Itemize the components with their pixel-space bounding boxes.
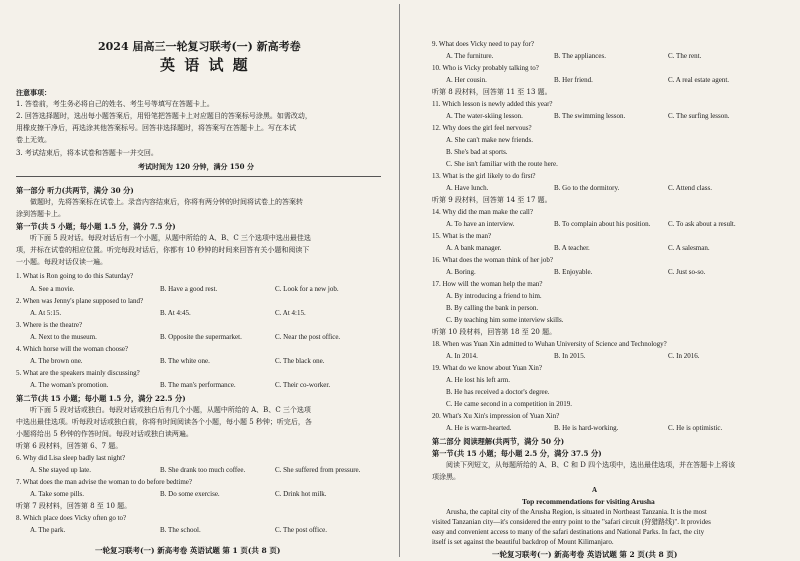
option-a[interactable]: A. She stayed up late.	[30, 466, 92, 474]
option-a[interactable]: A. Have lunch.	[446, 184, 489, 192]
section2-intro: 小题将给出 5 秒钟的作答时间。每段对话或独白读两遍。	[16, 430, 193, 438]
option-a[interactable]: A. Take some pills.	[30, 490, 85, 498]
passage-line: Arusha, the capital city of the Arusha Region, is situated in Northeast Tanzania. It is the most	[446, 508, 707, 516]
note-line: 2. 回答选择题时，选出每小题答案后，用铅笔把答题卡上对应题目的答案标号涂黑。如需改动，	[16, 112, 312, 120]
option-b[interactable]: B. Enjoyable.	[554, 268, 593, 276]
passage-line: easy and convenient access to many of the safari destinations and National Parks. In fact, the city	[432, 528, 705, 536]
question: 17. How will the woman help the man?	[432, 280, 543, 288]
option-a[interactable]: A. At 5:15.	[30, 309, 62, 317]
footer-left: 一轮复习联考(一) 新高考卷 英语试题 第 1 页(共 8 页)	[95, 546, 281, 555]
section1-intro: 听下面 5 段对话。每段对话后有一个小题，从题中所给的 A、B、C 三个选项中选出最佳选	[30, 234, 311, 242]
option-a[interactable]: A. To have an interview.	[446, 220, 515, 228]
subject-title: 英 语 试 题	[160, 56, 250, 74]
option-c[interactable]: C. Near the post office.	[275, 333, 341, 341]
option-b[interactable]: B. Have a good rest.	[160, 285, 218, 293]
question: 16. What does the woman think of her job?	[432, 256, 553, 264]
part1-intro: 涂到答题卡上。	[16, 210, 65, 218]
page-divider	[399, 4, 400, 557]
question: 8. Which place does Vicky often go to?	[16, 514, 127, 522]
option-c[interactable]: C. The post office.	[275, 526, 328, 534]
section2-intro: 听下面 5 段对话或独白。每段对话或独白后有几个小题，从题中所给的 A、B、C 三个选项	[30, 406, 311, 414]
option-b[interactable]: B. Do some exercise.	[160, 490, 220, 498]
note-line: 用橡皮擦干净后，再选涂其他答案标号。回答非选择题时，将答案写在答题卡上。写在本试	[16, 124, 296, 132]
question: 15. What is the man?	[432, 232, 492, 240]
question: 3. Where is the theatre?	[16, 321, 83, 329]
part2-section1-title: 第一节(共 15 小题；每小题 2.5 分，满分 37.5 分)	[432, 449, 602, 458]
option-c[interactable]: C. Attend class.	[668, 184, 712, 192]
option-a[interactable]: A. The brown one.	[30, 357, 83, 365]
exam-time: 考试时间为 120 分钟，满分 150 分	[138, 162, 254, 171]
question: 5. What are the speakers mainly discussing?	[16, 369, 140, 377]
option-b[interactable]: B. He has received a doctor's degree.	[446, 388, 550, 396]
option-c[interactable]: C. A salesman.	[668, 244, 710, 252]
option-c[interactable]: C. The rent.	[668, 52, 702, 60]
option-a[interactable]: A. The woman's promotion.	[30, 381, 109, 389]
option-c[interactable]: C. Just so-so.	[668, 268, 706, 276]
option-c[interactable]: C. To ask about a result.	[668, 220, 736, 228]
option-b[interactable]: B. The white one.	[160, 357, 210, 365]
part1-intro: 做题时，先将答案标在试卷上。录音内容结束后，你将有两分钟的时间将试卷上的答案转	[30, 198, 303, 206]
option-c[interactable]: C. She suffered from pressure.	[275, 466, 361, 474]
option-b[interactable]: B. In 2015.	[554, 352, 586, 360]
option-b[interactable]: B. He is hard-working.	[554, 424, 619, 432]
option-b[interactable]: B. The swimming lesson.	[554, 112, 626, 120]
option-b[interactable]: B. She drank too much coffee.	[160, 466, 246, 474]
passage-letter: A	[592, 486, 598, 494]
question: 4. Which horse will the woman choose?	[16, 345, 129, 353]
notes-heading: 注意事项：	[16, 88, 51, 97]
listen-instruction: 听第 8 段材料，回答第 11 至 13 题。	[432, 88, 552, 96]
listen-instruction: 听第 9 段材料，回答第 14 至 17 题。	[432, 196, 552, 204]
option-c[interactable]: C. A real estate agent.	[668, 76, 730, 84]
question: 11. Which lesson is newly added this year?	[432, 100, 553, 108]
option-b[interactable]: B. At 4:45.	[160, 309, 191, 317]
option-a[interactable]: A. See a movie.	[30, 285, 75, 293]
option-c[interactable]: C. By teaching him some interview skills.	[446, 316, 564, 324]
option-a[interactable]: A. In 2014.	[446, 352, 478, 360]
option-a[interactable]: A. The furniture.	[446, 52, 494, 60]
option-c[interactable]: C. At 4:15.	[275, 309, 306, 317]
option-b[interactable]: B. To complain about his position.	[554, 220, 651, 228]
section1-title: 第一节(共 5 小题；每小题 1.5 分，满分 7.5 分)	[16, 222, 176, 231]
footer-right: 一轮复习联考(一) 新高考卷 英语试题 第 2 页(共 8 页)	[492, 550, 678, 559]
exam-title: 2024 届高三一轮复习联考(一) 新高考卷	[98, 40, 301, 53]
passage-line: visited Tanzanian city—it's considered the entry point to the "safari circuit (狩猎路线)". It provides	[432, 518, 711, 526]
option-a[interactable]: A. By introducing a friend to him.	[446, 292, 542, 300]
question: 6. Why did Lisa sleep badly last night?	[16, 454, 126, 462]
option-b[interactable]: B. By calling the bank in person.	[446, 304, 539, 312]
option-b[interactable]: B. A teacher.	[554, 244, 590, 252]
note-line: 1. 答卷前，考生务必将自己的姓名、考生号等填写在答题卡上。	[16, 100, 214, 108]
listen-instruction: 听第 7 段材料，回答第 8 至 10 题。	[16, 502, 132, 510]
section2-title: 第二节(共 15 小题；每小题 1.5 分，满分 22.5 分)	[16, 394, 186, 403]
question: 14. Why did the man make the call?	[432, 208, 533, 216]
option-c[interactable]: C. Drink hot milk.	[275, 490, 327, 498]
question: 12. Why does the girl feel nervous?	[432, 124, 532, 132]
listen-instruction: 听第 10 段材料，回答第 18 至 20 题。	[432, 328, 557, 336]
question: 1. What is Ron going to do this Saturday?	[16, 272, 134, 280]
listen-instruction: 听第 6 段材料，回答第 6、7 题。	[16, 442, 123, 450]
part2-intro: 阅读下列短文，从每题所给的 A、B、C 和 D 四个选项中，选出最佳选项，并在答题卡上将该	[446, 461, 736, 469]
option-a[interactable]: A. Next to the museum.	[30, 333, 97, 341]
option-b[interactable]: B. The school.	[160, 526, 201, 534]
divider-line	[16, 176, 381, 177]
question: 18. When was Yuan Xin admitted to Wuhan University of Science and Technology?	[432, 340, 667, 348]
option-a[interactable]: A. The water-skiing lesson.	[446, 112, 523, 120]
note-line: 3. 考试结束后，将本试卷和答题卡一并交回。	[16, 149, 158, 157]
question: 2. When was Jenny's plane supposed to land?	[16, 297, 144, 305]
option-c[interactable]: C. Their co-worker.	[275, 381, 331, 389]
question: 10. Who is Vicky probably talking to?	[432, 64, 539, 72]
note-line: 卷上无效。	[16, 136, 51, 144]
question: 20. What's Xu Xin's impression of Yuan Xin?	[432, 412, 560, 420]
option-c[interactable]: C. She isn't familiar with the route here.	[446, 160, 558, 168]
option-c[interactable]: C. He came second in a competition in 2019.	[446, 400, 572, 408]
option-a[interactable]: A. The park.	[30, 526, 66, 534]
option-c[interactable]: C. Look for a new job.	[275, 285, 339, 293]
option-b[interactable]: B. Opposite the supermarket.	[160, 333, 242, 341]
section2-intro: 中选出最佳选项。听每段对话或独白前，你将有时间阅读各个小题，每小题 5 秒钟；听完后，各	[16, 418, 312, 426]
section1-intro: 一小题。每段对话仅读一遍。	[16, 258, 107, 266]
option-c[interactable]: C. The black one.	[275, 357, 325, 365]
section1-intro: 项，并标在试卷的相应位置。听完每段对话后，你都有 10 秒钟的时间来回答有关小题和阅读下	[16, 246, 310, 254]
option-b[interactable]: B. The appliances.	[554, 52, 606, 60]
question: 13. What is the girl likely to do first?	[432, 172, 536, 180]
question: 9. What does Vicky need to pay for?	[432, 40, 534, 48]
question: 7. What does the man advise the woman to do before bedtime?	[16, 478, 192, 486]
option-a[interactable]: A. He lost his left arm.	[446, 376, 510, 384]
option-a[interactable]: A. She can't make new friends.	[446, 136, 533, 144]
passage-line: itself is set against the beautiful backdrop of Mount Kilimanjaro.	[432, 538, 614, 546]
option-a[interactable]: A. Boring.	[446, 268, 476, 276]
option-b[interactable]: B. Her friend.	[554, 76, 593, 84]
part2-title: 第二部分 阅读理解(共两节，满分 50 分)	[432, 437, 565, 446]
option-a[interactable]: A. A bank manager.	[446, 244, 502, 252]
option-c[interactable]: C. In 2016.	[668, 352, 700, 360]
passage-title: Top recommendations for visiting Arusha	[522, 497, 655, 506]
option-b[interactable]: B. The man's performance.	[160, 381, 236, 389]
question: 19. What do we know about Yuan Xin?	[432, 364, 543, 372]
part1-title: 第一部分 听力(共两节，满分 30 分)	[16, 186, 134, 195]
option-b[interactable]: B. Go to the dormitory.	[554, 184, 620, 192]
part2-intro: 项涂黑。	[432, 473, 460, 481]
option-c[interactable]: C. The surfing lesson.	[668, 112, 730, 120]
option-a[interactable]: A. He is warm-hearted.	[446, 424, 512, 432]
option-b[interactable]: B. She's bad at sports.	[446, 148, 508, 156]
option-a[interactable]: A. Her cousin.	[446, 76, 487, 84]
option-c[interactable]: C. He is optimistic.	[668, 424, 723, 432]
